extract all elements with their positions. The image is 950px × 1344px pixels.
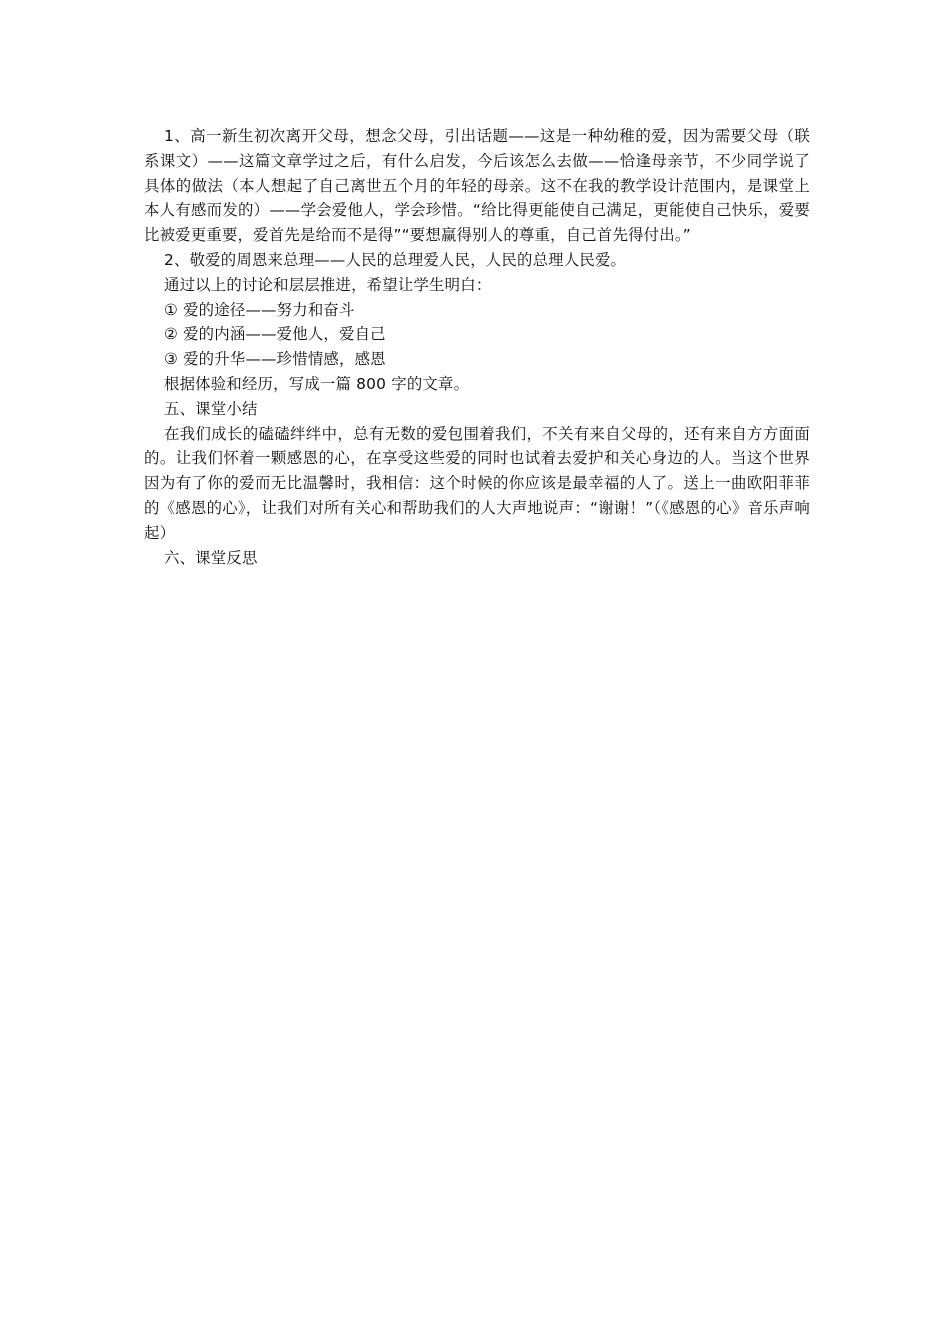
- paragraph-summary: 在我们成长的磕磕绊绊中，总有无数的爱包围着我们，不关有来自父母的，还有来自方方面面的。让我们怀着一颗感恩的心，在享受这些爱的同时也试着去爱护和关心身边的人。当这个世界因为有了你的爱而无比温馨时，我相信：这个时候的你应该是最幸福的人了。送上一曲欧阳菲菲的《感恩的心》，让我们对所有关心和帮助我们的人大声地说声：“谢谢！”（《感恩的心》音乐声响起）: [144, 424, 810, 542]
- paragraph-point-2: 2、敬爱的周恩来总理——人民的总理爱人民，人民的总理人民爱。: [164, 250, 627, 269]
- document-body: [144, 124, 810, 570]
- paragraph-writing-task: 根据体验和经历，写成一篇 800 字的文章。: [164, 374, 470, 393]
- paragraph-point-1: 1、高一新生初次离开父母，想念父母，引出话题——这是一种幼稚的爱，因为需要父母（联系课文）——这篇文章学过之后，有什么启发，今后该怎么去做——恰逢母亲节，不少同学说了具体的做法（本人想起了自己离世五个月的年轻的母亲。这不在我的教学设计范围内，是课堂上本人有感而发的）——学会爱他人，学会珍惜。“给比得更能使自己满足，更能使自己快乐，爱要比被爱更重要，爱首先是给而不是得”“要想赢得别人的尊重，自己首先得付出。”: [144, 127, 810, 245]
- list-item-goal-3: ③ 爱的升华——珍惜情感，感恩: [164, 350, 386, 369]
- paragraph-intro-goals: 通过以上的讨论和层层推进，希望让学生明白：: [164, 275, 492, 294]
- list-item-goal-1: ① 爱的途径——努力和奋斗: [164, 300, 355, 319]
- section-heading-reflection: 六、课堂反思: [164, 548, 258, 567]
- section-heading-summary: 五、课堂小结: [164, 399, 258, 418]
- list-item-goal-2: ② 爱的内涵——爱他人，爱自己: [164, 325, 386, 344]
